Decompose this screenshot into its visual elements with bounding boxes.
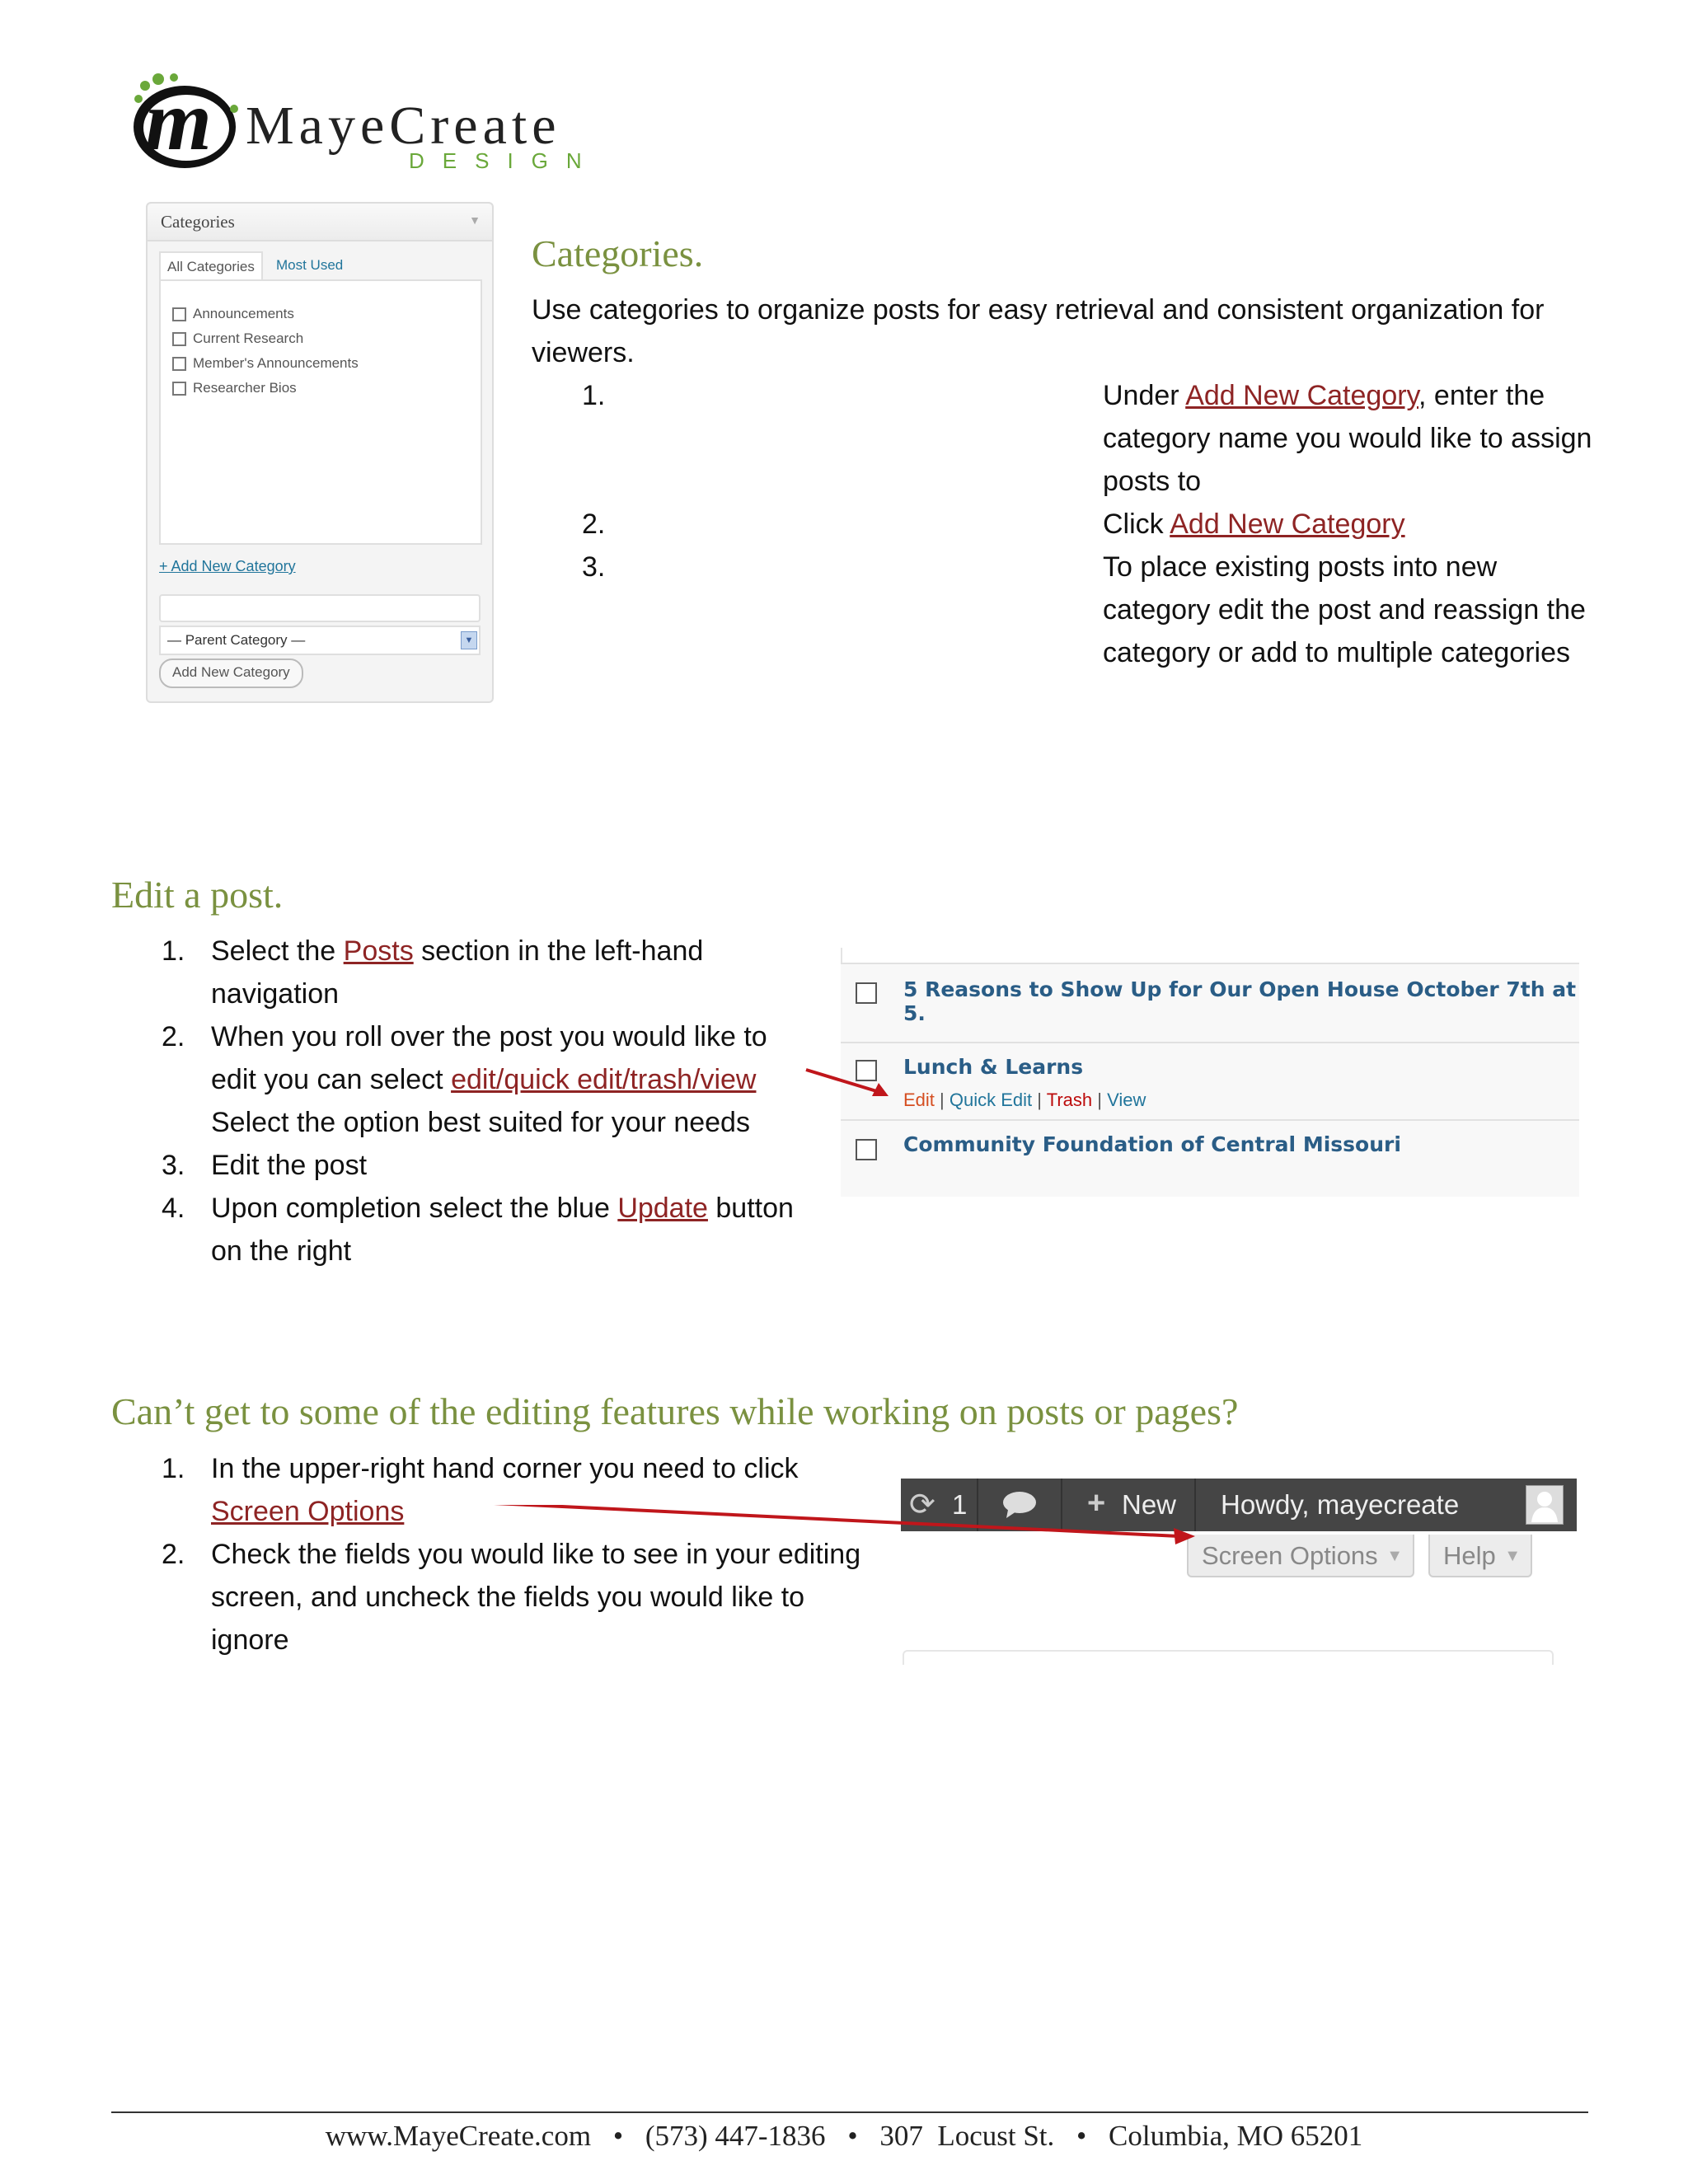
step-text: section in the left-hand navigation — [211, 935, 704, 1010]
category-item-label: Researcher Bios — [193, 380, 297, 396]
posts-link[interactable]: Posts — [343, 935, 414, 967]
dropdown-arrow-icon: ▼ — [1504, 1547, 1521, 1565]
category-item-label: Announcements — [193, 306, 294, 321]
footer-phone: (573) 447-1836 — [645, 2120, 826, 2152]
parent-category-select[interactable] — [159, 626, 481, 655]
logo-letter: m — [145, 73, 212, 168]
screen-options-step-2: Check the fields you would like to see in your editing screen, and uncheck the fields you would like to ignore — [211, 1539, 861, 1656]
step-number: 3. — [582, 551, 606, 583]
add-new-category-button-label: Add New Category — [172, 664, 290, 680]
avatar — [1526, 1485, 1564, 1525]
category-item[interactable] — [172, 380, 297, 396]
step-number: 1. — [162, 1453, 185, 1484]
add-new-category-link[interactable]: Add New Category — [1185, 380, 1419, 411]
row-action-trash[interactable]: Trash — [1046, 1090, 1093, 1110]
categories-step-2 — [1103, 503, 1597, 546]
screen-options-link[interactable]: Screen Options — [211, 1496, 405, 1527]
tab-all-categories-label: All Categories — [167, 259, 255, 274]
checkbox[interactable] — [172, 332, 186, 346]
screen-options-button[interactable] — [1187, 1535, 1414, 1577]
tab-all-categories[interactable] — [159, 251, 263, 281]
dropdown-arrow-icon: ▼ — [1386, 1547, 1403, 1565]
step-number: 2. — [162, 1539, 185, 1570]
footer — [0, 2120, 1688, 2153]
post-title[interactable]: Lunch & Learns — [903, 1055, 1084, 1079]
separator: | — [940, 1090, 945, 1110]
plus-icon: + — [1087, 1486, 1106, 1521]
screen-options-heading: Can’t get to some of the editing features while working on posts or pages? — [111, 1390, 1239, 1432]
category-checklist — [159, 279, 482, 545]
my-account-item[interactable] — [1196, 1479, 1577, 1531]
collapse-arrow-icon[interactable]: ▼ — [469, 213, 481, 227]
post-row[interactable] — [841, 1119, 1579, 1197]
howdy-label: Howdy, mayecreate — [1221, 1489, 1460, 1520]
category-item-label: Current Research — [193, 330, 304, 346]
parent-category-value: — Parent Category — — [167, 632, 306, 648]
post-checkbox[interactable] — [856, 1139, 877, 1160]
step-number: 3. — [162, 1150, 185, 1181]
step-text: button on the right — [211, 1193, 794, 1267]
edit-post-step-2 — [211, 1015, 804, 1144]
step-text: Upon completion select the blue — [211, 1193, 618, 1224]
logo-sub: DESIGN — [409, 148, 600, 173]
widget-title: Categories — [161, 212, 235, 232]
help-button[interactable] — [1428, 1535, 1532, 1577]
widget-header[interactable] — [148, 204, 492, 241]
footer-separator: • — [612, 2120, 624, 2152]
edit-post-step-1 — [211, 930, 821, 1015]
step-text: Click — [1103, 509, 1170, 540]
checkbox[interactable] — [172, 357, 186, 371]
post-title[interactable]: 5 Reasons to Show Up for Our Open House October 7th at 5. — [903, 977, 1577, 1025]
step-text: When you roll over the post you would like to edit you can select — [211, 1021, 767, 1095]
step-number: 1. — [582, 380, 606, 411]
logo-name: MayeCreate — [246, 96, 561, 156]
arrow-to-row-actions-icon — [799, 1063, 898, 1104]
logo — [129, 69, 600, 176]
add-new-category-button[interactable] — [159, 658, 303, 688]
footer-city: Columbia, MO 65201 — [1109, 2120, 1363, 2152]
row-actions — [903, 1090, 1146, 1111]
categories-step-1 — [1103, 374, 1597, 503]
new-label: New — [1122, 1489, 1177, 1520]
post-title[interactable]: Community Foundation of Central Missouri — [903, 1132, 1401, 1156]
select-arrow-icon: ▼ — [461, 631, 477, 649]
edit-post-heading: Edit a post. — [111, 874, 284, 916]
categories-widget — [146, 202, 494, 703]
step-text: Under — [1103, 380, 1186, 411]
category-item[interactable] — [172, 306, 294, 322]
step-number: 2. — [582, 509, 606, 540]
step-text: Select the — [211, 935, 344, 967]
separator: | — [1037, 1090, 1042, 1110]
arrow-to-screen-options-icon — [412, 1505, 1203, 1554]
screen-options-label: Screen Options — [1202, 1541, 1378, 1570]
user-silhouette-icon — [1530, 1489, 1559, 1522]
footer-separator: • — [1076, 2120, 1087, 2152]
edit-actions-link[interactable]: edit/quick edit/trash/view — [451, 1064, 757, 1095]
post-row[interactable] — [841, 963, 1579, 1043]
category-item[interactable] — [172, 355, 359, 372]
footer-street: 307 Locust St. — [879, 2120, 1055, 2152]
post-row[interactable] — [841, 1042, 1579, 1121]
step-text: Select the option best suited for your needs — [211, 1107, 750, 1138]
categories-step-3: To place existing posts into new category edit the post and reassign the category or add to multiple categories — [1103, 551, 1586, 668]
footer-separator: • — [847, 2120, 858, 2152]
step-text: , enter the category name you would like to assign posts to — [1103, 380, 1592, 497]
checkbox[interactable] — [172, 307, 186, 321]
edit-post-step-4 — [211, 1187, 821, 1272]
row-action-view[interactable]: View — [1107, 1090, 1146, 1110]
row-action-edit[interactable]: Edit — [903, 1090, 935, 1110]
step-number: 4. — [162, 1193, 185, 1224]
tab-most-used-label: Most Used — [276, 257, 344, 273]
update-link[interactable]: Update — [617, 1193, 708, 1224]
new-category-input[interactable] — [159, 594, 481, 622]
step-number: 1. — [162, 935, 185, 967]
step-number: 2. — [162, 1021, 185, 1052]
categories-intro: Use categories to organize posts for easy retrieval and consistent organization for viewers. — [532, 294, 1545, 368]
tab-most-used[interactable] — [276, 251, 343, 279]
checkbox[interactable] — [172, 382, 186, 396]
footer-website[interactable]: www.MayeCreate.com — [325, 2120, 592, 2152]
content-area-edge — [903, 1650, 1554, 1665]
refresh-icon: ⟳ — [909, 1488, 935, 1522]
category-item[interactable] — [172, 330, 303, 347]
post-checkbox[interactable] — [856, 982, 877, 1004]
footer-rule — [111, 2111, 1588, 2113]
separator: | — [1097, 1090, 1102, 1110]
updates-count: 1 — [952, 1489, 968, 1520]
row-action-quick-edit[interactable]: Quick Edit — [949, 1090, 1033, 1110]
add-new-category-link[interactable]: Add New Category — [1170, 509, 1405, 540]
help-label: Help — [1443, 1541, 1496, 1570]
categories-heading: Categories. — [532, 232, 704, 274]
edit-post-step-3: Edit the post — [211, 1150, 368, 1181]
step-text: In the upper-right hand corner you need to click — [211, 1453, 799, 1484]
category-item-label: Member's Announcements — [193, 355, 359, 371]
add-new-category-link[interactable]: + Add New Category — [159, 558, 296, 574]
